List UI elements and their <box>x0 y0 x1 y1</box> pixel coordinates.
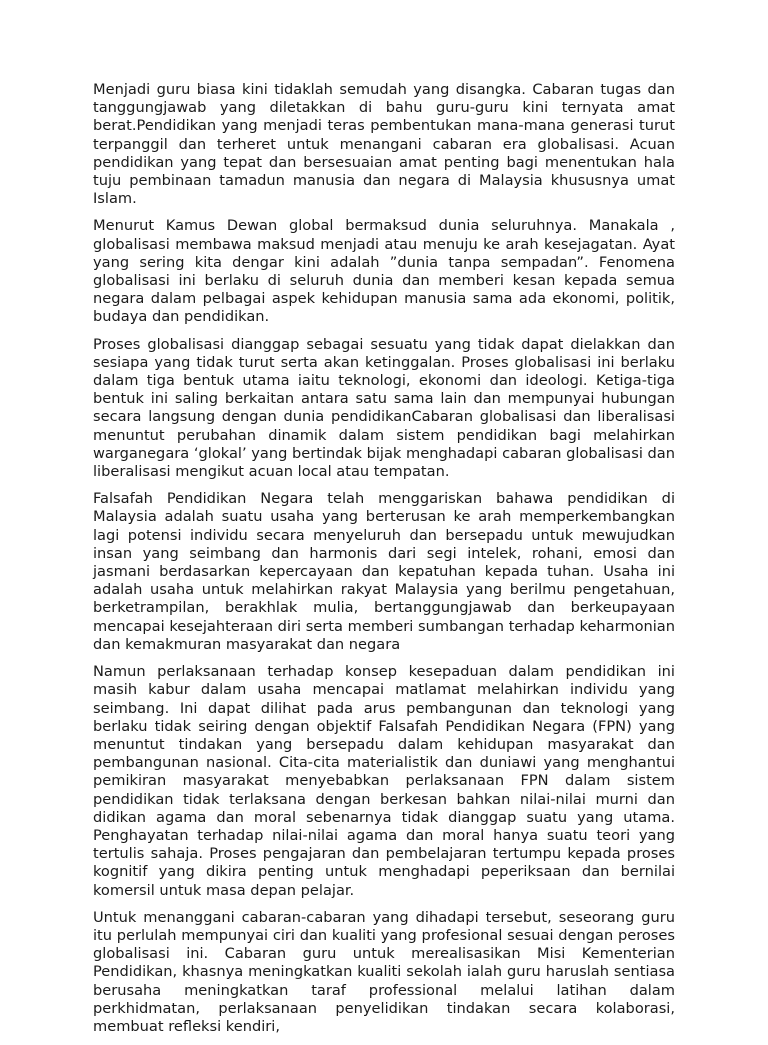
paragraph-5: Namun perlaksanaan terhadap konsep kesepaduan dalam pendidikan ini masih kabur dalam usaha mencapai matlamat melahirkan individu yang seimbang. Ini dapat dilihat pada arus pembangunan dan teknologi yang berlaku tidak seiring dengan objektif Falsafah Pendidikan Negara (FPN) yang menuntut tindakan yang bersepadu dalam kehidupan masyarakat dan pembangunan nasional. Cita-cita materialistik dan duniawi yang menghantui pemikiran masyarakat menyebabkan perlaksanaan FPN dalam sistem pendidikan tidak terlaksana dengan berkesan bahkan nilai-nilai murni dan didikan agama dan moral sebenarnya tidak dianggap suatu yang utama. Penghayatan terhadap nilai-nilai agama dan moral hanya suatu teori yang tertulis sahaja. Proses pengajaran dan pembelajaran tertumpu kepada proses kognitif yang dikira penting untuk menghadapi peperiksaan dan bernilai komersil untuk masa depan pelajar. <box>93 663 675 899</box>
document-page <box>93 81 675 1045</box>
paragraph-6: Untuk menanggani cabaran-cabaran yang dihadapi tersebut, seseorang guru itu perlulah mempunyai ciri dan kualiti yang profesional sesuai dengan peroses globalisasi ini. Cabaran guru untuk merealisasikan Misi Kementerian Pendidikan, khasnya meningkatkan kualiti sekolah ialah guru haruslah sentiasa berusaha meningkatkan taraf professional melalui latihan dalam perkhidmatan, perlaksanaan penyelidikan tindakan secara kolaborasi, membuat refleksi kendiri, <box>93 908 675 1035</box>
paragraph-1: Menjadi guru biasa kini tidaklah semudah yang disangka. Cabaran tugas dan tanggungjawab yang diletakkan di bahu guru-guru kini ternyata amat berat.Pendidikan yang menjadi teras pembentukan mana-mana generasi turut terpanggil dan terheret untuk menangani cabaran era globalisasi. Acuan pendidikan yang tepat dan bersesuaian amat penting bagi menentukan hala tuju pembinaan tamadun manusia dan negara di Malaysia khususnya umat Islam. <box>93 81 675 208</box>
paragraph-2: Menurut Kamus Dewan global bermaksud dunia seluruhnya. Manakala , globalisasi membawa maksud menjadi atau menuju ke arah kesejagatan. Ayat yang sering kita dengar kini adalah ”dunia tanpa sempadan”. Fenomena globalisasi ini berlaku di seluruh dunia dan memberi kesan kepada semua negara dalam pelbagai aspek kehidupan manusia sama ada ekonomi, politik, budaya dan pendidikan. <box>93 217 675 326</box>
paragraph-4: Falsafah Pendidikan Negara telah menggariskan bahawa pendidikan di Malaysia adalah suatu usaha yang berterusan ke arah memperkembangkan lagi potensi individu secara menyeluruh dan bersepadu untuk mewujudkan insan yang seimbang dan harmonis dari segi intelek, rohani, emosi dan jasmani berdasarkan kepercayaan dan kepatuhan kepada tuhan. Usaha ini adalah usaha untuk melahirkan rakyat Malaysia yang berilmu pengetahuan, berketrampilan, berakhlak mulia, bertanggungjawab dan berkeupayaan mencapai kesejahteraan diri serta memberi sumbangan terhadap keharmonian dan kemakmuran masyarakat dan negara <box>93 490 675 653</box>
paragraph-3: Proses globalisasi dianggap sebagai sesuatu yang tidak dapat dielakkan dan sesiapa yang tidak turut serta akan ketinggalan. Proses globalisasi ini berlaku dalam tiga bentuk utama iaitu teknologi, ekonomi dan ideologi. Ketiga-tiga bentuk ini saling berkaitan antara satu sama lain dan mempunyai hubungan secara langsung dengan dunia pendidikanCabaran globalisasi dan liberalisasi menuntut perubahan dinamik dalam sistem pendidikan bagi melahirkan warganegara ‘glokal’ yang bertindak bijak menghadapi cabaran globalisasi dan liberalisasi mengikut acuan local atau tempatan. <box>93 335 675 481</box>
